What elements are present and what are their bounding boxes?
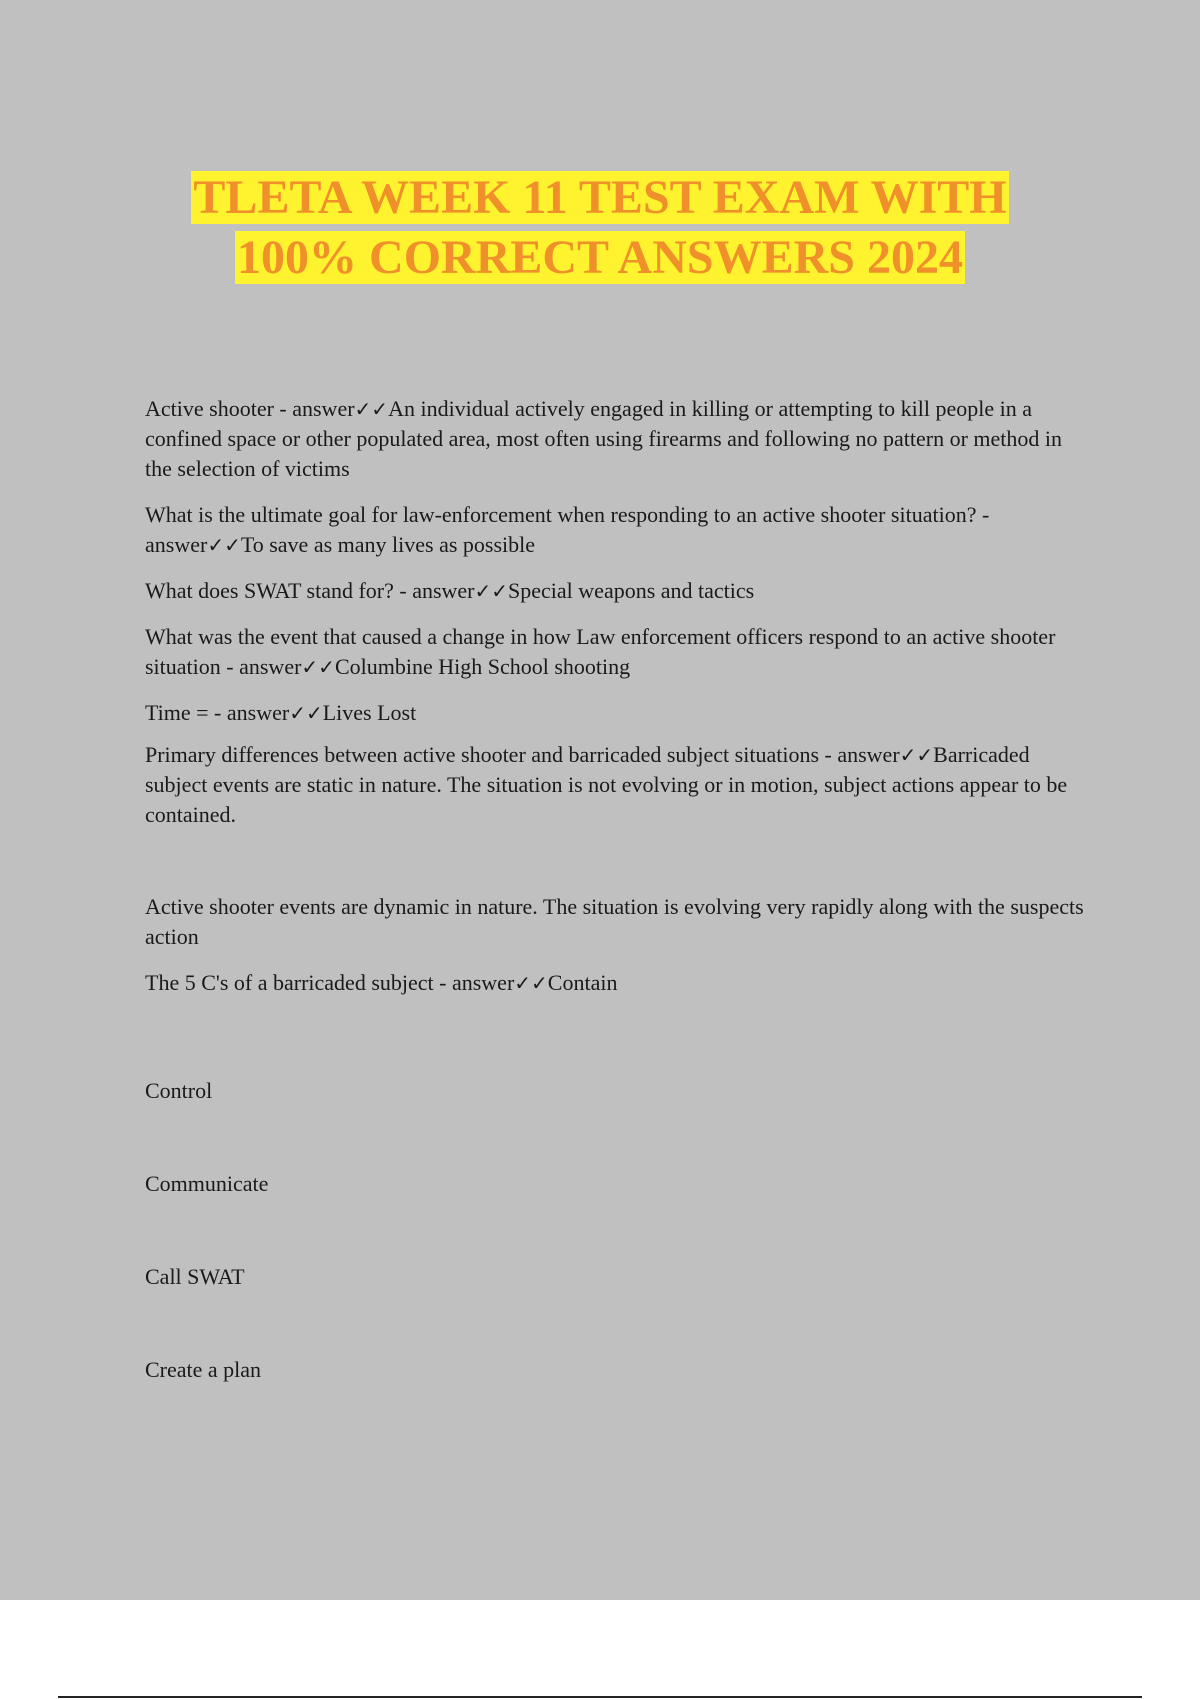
check-marks-icon: ✓✓ — [514, 971, 548, 995]
check-marks-icon: ✓✓ — [354, 397, 389, 421]
question-text: Time = - — [145, 700, 227, 725]
answer-marker: answer — [412, 578, 475, 603]
document-content — [145, 394, 1085, 1385]
answer-marker: answer — [451, 970, 515, 995]
check-marks-icon: ✓✓ — [474, 579, 509, 603]
question-text: What was the event that caused a change in how Law enforcement officers respond to an active shooter situation - — [145, 624, 1056, 679]
list-item-create-plan: Create a plan — [145, 1357, 262, 1382]
qa-item-five-cs — [145, 968, 1085, 998]
list-gap — [145, 1106, 1085, 1169]
answer-text: Contain — [547, 970, 618, 995]
answer-text: Lives Lost — [322, 700, 417, 725]
list-item-call-swat: Call SWAT — [145, 1264, 245, 1289]
document-title — [0, 168, 1200, 288]
answer-text: Special weapons and tactics — [508, 578, 755, 603]
continuation-paragraph: Active shooter events are dynamic in nature. The situation is evolving very rapidly along with the suspects action — [145, 894, 1084, 949]
qa-item-primary-differences — [145, 740, 1085, 830]
question-text: Primary differences between active shooter and barricaded subject situations - — [145, 742, 838, 767]
title-line-1: TLETA WEEK 11 TEST EXAM WITH — [193, 171, 1007, 224]
answer-text: Barricaded subject events are static in nature. The situation is not evolving or in motion, subject actions appear to be contained. — [145, 742, 1068, 827]
question-text: The 5 C's of a barricaded subject - — [145, 970, 452, 995]
answer-marker: answer — [292, 396, 355, 421]
list-item-communicate: Communicate — [145, 1171, 269, 1196]
question-text: What is the ultimate goal for law-enforcement when responding to an active shooter situation? - — [145, 502, 990, 527]
answer-marker: answer — [837, 742, 900, 767]
answer-marker: answer — [239, 654, 302, 679]
answer-text: An individual actively engaged in killing or attempting to kill people in a confined space or other populated area, most often using firearms and following no pattern or method in the selection of victims — [145, 396, 1063, 481]
check-marks-icon: ✓✓ — [289, 701, 323, 725]
check-marks-icon: ✓✓ — [301, 655, 335, 679]
list-gap — [145, 1014, 1085, 1076]
qa-item-columbine — [145, 622, 1085, 682]
answer-text: To save as many lives as possible — [240, 532, 536, 557]
footer-divider — [58, 1696, 1142, 1698]
answer-text: Columbine High School shooting — [334, 654, 631, 679]
qa-item-time — [145, 698, 1085, 728]
check-marks-icon: ✓✓ — [207, 533, 241, 557]
answer-marker: answer — [226, 700, 290, 725]
check-marks-icon: ✓✓ — [899, 743, 934, 767]
question-text: Active shooter - — [145, 396, 293, 421]
question-text: What does SWAT stand for? - — [145, 578, 413, 603]
qa-item-ultimate-goal — [145, 500, 1085, 560]
paragraph-gap — [145, 844, 1085, 892]
answer-marker: answer — [145, 532, 208, 557]
qa-item-active-shooter — [145, 394, 1085, 484]
title-line-2: 100% CORRECT ANSWERS 2024 — [237, 231, 963, 284]
list-gap — [145, 1199, 1085, 1262]
list-item-control: Control — [145, 1078, 213, 1103]
qa-item-swat-meaning — [145, 576, 1085, 606]
list-gap — [145, 1292, 1085, 1355]
